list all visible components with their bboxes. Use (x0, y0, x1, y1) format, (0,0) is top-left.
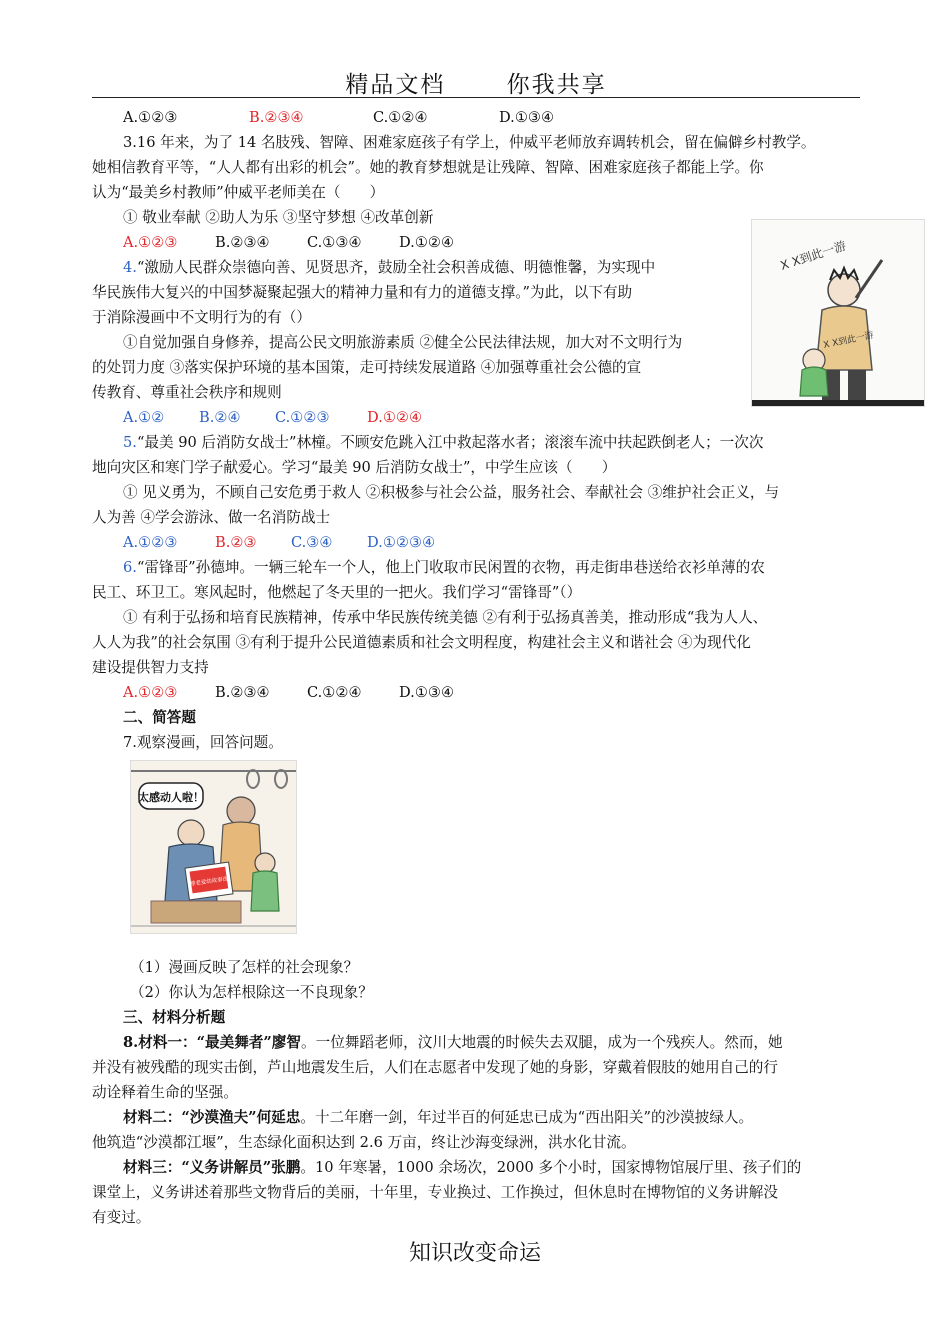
q6-option-c: C.①②④ (307, 684, 362, 701)
q8-material-1-line: 动诠释着生命的坚强。 (92, 1084, 238, 1101)
q8-material-2-title: “沙漠渔夫” (181, 1109, 257, 1126)
q3-stem-line: 她相信教育平等，“人人都有出彩的机会”。她的教育梦想就是让残障、智障、困难家庭孩子都能上学。你 (92, 159, 764, 176)
q5-stem-line (123, 433, 763, 453)
q8-material-1-label: 8.材料一： (123, 1034, 197, 1051)
q8-material-1-line: 并没有被残酷的现实击倒，芦山地震发生后，人们在志愿者中发现了她的身影，穿戴着假肢的她用自己的行 (92, 1059, 778, 1076)
q3-items: ① 敬业奉献 ②助人为乐 ③坚守梦想 ④改革创新 (123, 209, 434, 226)
cartoon-speech-bubble: 太感动人啦！ (138, 791, 204, 804)
q4-cartoon-image (751, 219, 925, 407)
q8-material-1-line (123, 1033, 783, 1053)
q6-stem-text: “雷锋哥”孙德坤。一辆三轮车一个人，他上门收取市民闲置的衣物，再走街串巷送给衣衫单薄的农 (136, 559, 765, 576)
q2-option-d: D.①③④ (499, 109, 555, 126)
q5-option-c: C.③④ (291, 534, 333, 551)
q8-material-1-text: 。一位舞蹈老师，汶川大地震的时候失去双腿，成为一个残疾人。然而，她 (301, 1034, 783, 1051)
q3-stem-line: 3.16 年来，为了 14 名肢残、智障、困难家庭孩子有学上，仲威平老师放弃调转机会，留在偏僻乡村教学。 (123, 134, 816, 151)
q5-option-b: B.②③ (215, 534, 257, 551)
q2-options (123, 108, 554, 128)
q4-items-line: 传教育、尊重社会秩序和规则 (92, 384, 282, 401)
q5-option-d: D.①②③④ (367, 534, 436, 551)
q4-option-d: D.①②④ (367, 409, 423, 426)
q8-material-3-line (123, 1158, 801, 1178)
q4-options (123, 408, 422, 428)
q6-stem-line: 民工、环卫工。寒风起时，他燃起了冬天里的一把火。我们学习“雷锋哥”（） (92, 584, 582, 601)
q3-option-a: A.①②③ (123, 234, 178, 251)
q4-items-line: ①自觉加强自身修养，提高公民文明旅游素质 ②健全公民法律法规，加大对不文明行为 (123, 334, 683, 351)
q8-material-2-label: 材料二： (123, 1109, 182, 1126)
q4-option-c: C.①②③ (275, 409, 330, 426)
q6-items-line: ① 有利于弘扬和培育民族精神，传承中华民族传统美德 ②有利于弘扬真善美，推动形成“我为人人、 (123, 609, 768, 626)
header-rule (92, 97, 860, 98)
q6-items-line: 人人为我”的社会氛围 ③有利于提升公民道德素质和社会文明程度，构建社会主义和谐社会 ④为现代化 (92, 634, 751, 651)
q7-subquestion-1: （1）漫画反映了怎样的社会现象？ (130, 959, 359, 976)
q8-material-1-person: 廖智 (271, 1034, 301, 1051)
q6-option-a: A.①②③ (123, 684, 178, 701)
q8-material-3-person: 张鹏 (271, 1159, 301, 1176)
q6-option-b: B.②③④ (215, 684, 270, 701)
header-right: 你我共享 (506, 72, 607, 98)
q7-stem: 7.观察漫画，回答问题。 (123, 734, 283, 751)
q5-options (123, 533, 435, 553)
q6-option-d: D.①③④ (399, 684, 455, 701)
cartoon-graffiti-shirt: X X到此一游 (822, 330, 875, 351)
q5-items-line: ① 见义勇为，不顾自己安危勇于救人 ②积极参与社会公益，服务社会、奉献社会 ③维护社会正义，与 (123, 484, 780, 501)
q8-material-2-line (123, 1108, 753, 1128)
q5-items-line: 人为善 ④学会游泳、做一名消防战士 (92, 509, 331, 526)
q5-option-a: A.①②③ (123, 534, 178, 551)
q4-number: 4. (123, 259, 137, 276)
q5-stem-text: “最美 90 后消防女战士”林橦。不顾安危跳入江中救起落水者；滚滚车流中扶起跌倒老人；一次次 (136, 434, 764, 451)
q8-material-2-person: 何延忠 (256, 1109, 301, 1126)
q4-stem-text: “激励人民群众崇德向善、见贤思齐，鼓励全社会积善成德、明德惟馨，为实现中 (136, 259, 656, 276)
section-heading: 三、材料分析题 (123, 1009, 226, 1026)
q8-material-2-text: 。十二年磨一剑，年过半百的何延忠已成为“西出阳关”的沙漠披绿人。 (300, 1109, 754, 1126)
q3-options (123, 233, 454, 253)
q8-material-3-line: 课堂上，义务讲述着那些文物背后的美丽，十年里，专业换过、工作换过，但休息时在博物馆的义务讲解没 (92, 1184, 778, 1201)
q5-stem-line: 地向灾区和寒门学子献爱心。学习“最美 90 后消防女战士”，中学生应该（ ） (92, 459, 617, 476)
q8-material-3-title: “义务讲解员” (181, 1159, 272, 1176)
q6-options (123, 683, 454, 703)
q4-stem-line (123, 258, 655, 278)
q6-items-line: 建设提供智力支持 (92, 659, 209, 676)
q7-cartoon-image (130, 760, 297, 934)
q6-stem-line (123, 558, 765, 578)
cartoon-book-title: 尊老爱幼故事选 (189, 876, 229, 888)
q5-number: 5. (123, 434, 137, 451)
q3-option-d: D.①②④ (399, 234, 455, 251)
q2-option-b: B.②③④ (249, 109, 304, 126)
q8-material-3-label: 材料三： (123, 1159, 182, 1176)
q3-option-c: C.①③④ (307, 234, 362, 251)
q3-stem-line: 认为“最美乡村教师”仲威平老师美在（ ） (92, 184, 385, 201)
q7-subquestion-2: （2）你认为怎样根除这一不良现象？ (130, 984, 373, 1001)
q4-stem-line: 华民族伟大复兴的中国梦凝聚起强大的精神力量和有力的道德支撑。”为此，以下有助 (92, 284, 633, 301)
q8-material-3-text: 。10 年寒暑，1000 余场次，2000 多个小时，国家博物馆展厅里、孩子们的 (300, 1159, 802, 1176)
page-header (92, 66, 860, 99)
q4-option-a: A.①② (123, 409, 165, 426)
q4-option-b: B.②④ (199, 409, 241, 426)
q2-option-c: C.①②④ (373, 109, 428, 126)
section-heading: 二、简答题 (123, 709, 196, 726)
cartoon-graffiti-top: X X到此一游 (778, 238, 848, 273)
page-footer: 知识改变命运 (408, 1241, 541, 1266)
q8-material-3-line: 有变过。 (92, 1209, 151, 1226)
q8-material-1-title: “最美舞者” (196, 1034, 272, 1051)
q8-material-2-line: 他筑造“沙漠都江堰”，生态绿化面积达到 2.6 万亩，终让沙海变绿洲，洪水化甘流。 (92, 1134, 636, 1151)
q4-items-line: 的处罚力度 ③落实保护环境的基本国策，走可持续发展道路 ④加强尊重社会公德的宣 (92, 359, 642, 376)
q2-option-a: A.①②③ (123, 109, 178, 126)
q3-option-b: B.②③④ (215, 234, 270, 251)
q4-stem-line: 于消除漫画中不文明行为的有（） (92, 309, 311, 326)
header-left: 精品文档 (345, 72, 446, 98)
q6-number: 6. (123, 559, 137, 576)
